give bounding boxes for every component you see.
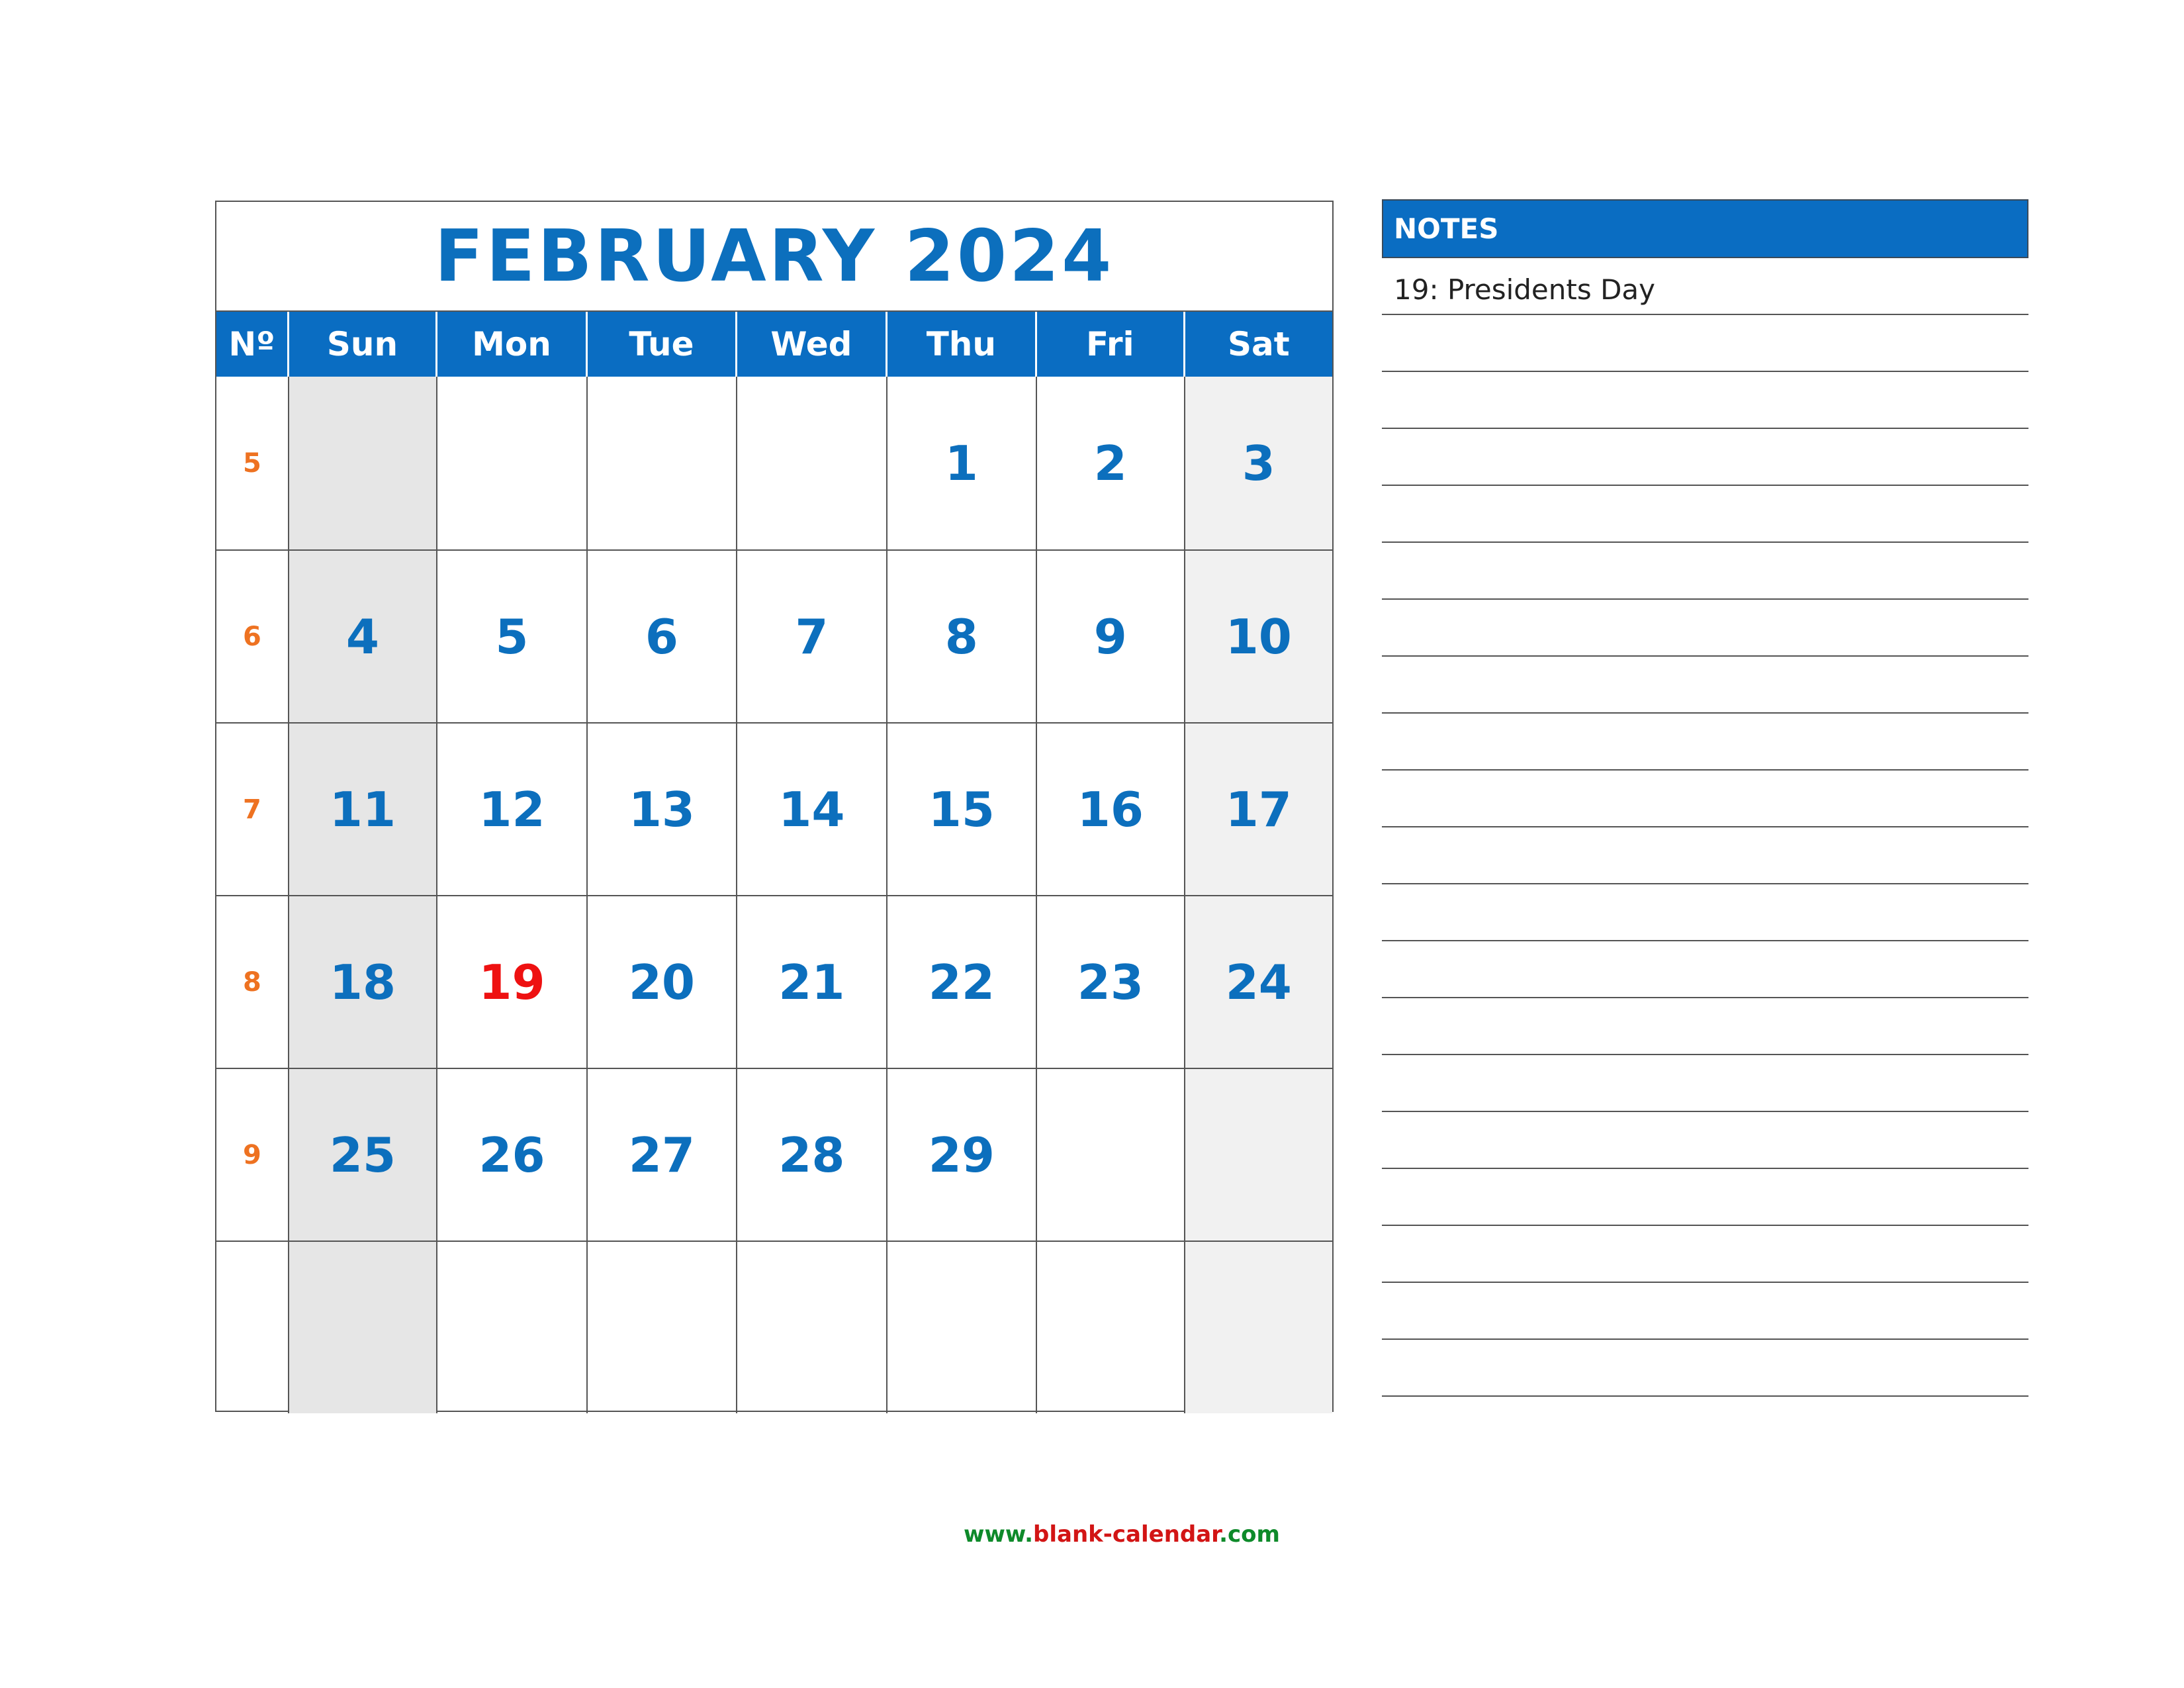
week-number	[216, 1242, 289, 1413]
empty-day-cell[interactable]	[437, 1242, 587, 1413]
day-cell[interactable]: 8	[887, 551, 1037, 722]
day-cell[interactable]: 10	[1185, 551, 1332, 722]
note-line[interactable]	[1382, 657, 2028, 714]
empty-day-cell[interactable]	[1185, 1069, 1332, 1241]
week-row	[216, 1241, 1332, 1413]
day-cell[interactable]: 13	[588, 724, 737, 895]
empty-day-cell[interactable]	[1185, 1242, 1332, 1413]
header-tue: Tue	[588, 312, 737, 377]
footer-prefix: www.	[964, 1521, 1034, 1548]
day-cell[interactable]: 6	[588, 551, 737, 722]
day-cell[interactable]: 21	[737, 896, 887, 1068]
empty-day-cell[interactable]	[289, 1242, 437, 1413]
calendar-title: FEBRUARY 2024	[434, 214, 1115, 298]
note-line[interactable]	[1382, 998, 2028, 1055]
day-cell[interactable]: 15	[887, 724, 1037, 895]
day-cell[interactable]: 25	[289, 1069, 437, 1241]
footer-suffix: .com	[1219, 1521, 1280, 1548]
calendar-title-row	[216, 202, 1332, 312]
weekday-header-row	[216, 312, 1332, 377]
week-number: 9	[216, 1069, 289, 1241]
note-line[interactable]	[1382, 429, 2028, 486]
note-line[interactable]	[1382, 486, 2028, 543]
day-cell[interactable]: 20	[588, 896, 737, 1068]
calendar-grid	[216, 377, 1332, 1413]
day-cell[interactable]: 4	[289, 551, 437, 722]
day-cell[interactable]: 24	[1185, 896, 1332, 1068]
day-cell[interactable]: 16	[1037, 724, 1185, 895]
day-cell[interactable]: 11	[289, 724, 437, 895]
note-line[interactable]	[1382, 1169, 2028, 1226]
day-cell[interactable]: 22	[887, 896, 1037, 1068]
empty-day-cell[interactable]	[289, 377, 437, 549]
note-line[interactable]	[1382, 714, 2028, 771]
day-cell[interactable]: 7	[737, 551, 887, 722]
notes-panel	[1382, 199, 2028, 1397]
day-cell[interactable]: 14	[737, 724, 887, 895]
day-cell[interactable]: 26	[437, 1069, 587, 1241]
note-line[interactable]	[1382, 1226, 2028, 1283]
header-fri: Fri	[1037, 312, 1185, 377]
note-line[interactable]	[1382, 1340, 2028, 1397]
day-cell[interactable]: 9	[1037, 551, 1185, 722]
week-row	[216, 1068, 1332, 1241]
note-line[interactable]	[1382, 372, 2028, 429]
day-cell[interactable]: 17	[1185, 724, 1332, 895]
note-line[interactable]	[1382, 315, 2028, 372]
week-row	[216, 549, 1332, 722]
day-cell[interactable]: 2	[1037, 377, 1185, 549]
header-week-number: Nº	[216, 312, 289, 377]
note-line[interactable]	[1382, 827, 2028, 884]
header-wed: Wed	[737, 312, 887, 377]
day-cell[interactable]: 12	[437, 724, 587, 895]
day-cell[interactable]: 29	[887, 1069, 1037, 1241]
note-line[interactable]	[1382, 1283, 2028, 1340]
header-sat: Sat	[1227, 325, 1290, 363]
empty-day-cell[interactable]	[1037, 1069, 1185, 1241]
week-row	[216, 895, 1332, 1068]
header-mon: Mon	[437, 312, 587, 377]
week-number: 6	[216, 551, 289, 722]
week-number: 5	[216, 377, 289, 549]
week-number: 8	[216, 896, 289, 1068]
week-number: 7	[216, 724, 289, 895]
notes-lines	[1382, 258, 2028, 1397]
footer-url[interactable]	[0, 1521, 2184, 1548]
day-cell[interactable]: 3	[1185, 377, 1332, 549]
note-line[interactable]	[1382, 600, 2028, 657]
empty-day-cell[interactable]	[737, 377, 887, 549]
day-cell[interactable]: 23	[1037, 896, 1185, 1068]
empty-day-cell[interactable]	[588, 1242, 737, 1413]
empty-day-cell[interactable]	[437, 377, 587, 549]
day-cell[interactable]: 18	[289, 896, 437, 1068]
note-line[interactable]	[1382, 884, 2028, 941]
calendar	[215, 201, 1334, 1412]
day-cell[interactable]: 5	[437, 551, 587, 722]
week-row	[216, 377, 1332, 549]
notes-title: NOTES	[1394, 212, 1499, 245]
footer-site: blank-calendar	[1033, 1521, 1220, 1548]
empty-day-cell[interactable]	[1037, 1242, 1185, 1413]
empty-day-cell[interactable]	[588, 377, 737, 549]
notes-header	[1382, 199, 2028, 258]
day-cell[interactable]: 1	[887, 377, 1037, 549]
day-cell[interactable]: 27	[588, 1069, 737, 1241]
note-line[interactable]	[1382, 258, 2028, 315]
header-thu: Thu	[887, 312, 1037, 377]
note-text: 19: Presidents Day	[1394, 273, 1656, 306]
note-line[interactable]	[1382, 1055, 2028, 1112]
note-line[interactable]	[1382, 1112, 2028, 1169]
header-sun: Sun	[289, 312, 437, 377]
note-line[interactable]	[1382, 941, 2028, 998]
note-line[interactable]	[1382, 543, 2028, 600]
day-cell[interactable]: 19	[437, 896, 587, 1068]
day-cell[interactable]: 28	[737, 1069, 887, 1241]
empty-day-cell[interactable]	[737, 1242, 887, 1413]
empty-day-cell[interactable]	[887, 1242, 1037, 1413]
week-row	[216, 722, 1332, 895]
note-line[interactable]	[1382, 771, 2028, 827]
